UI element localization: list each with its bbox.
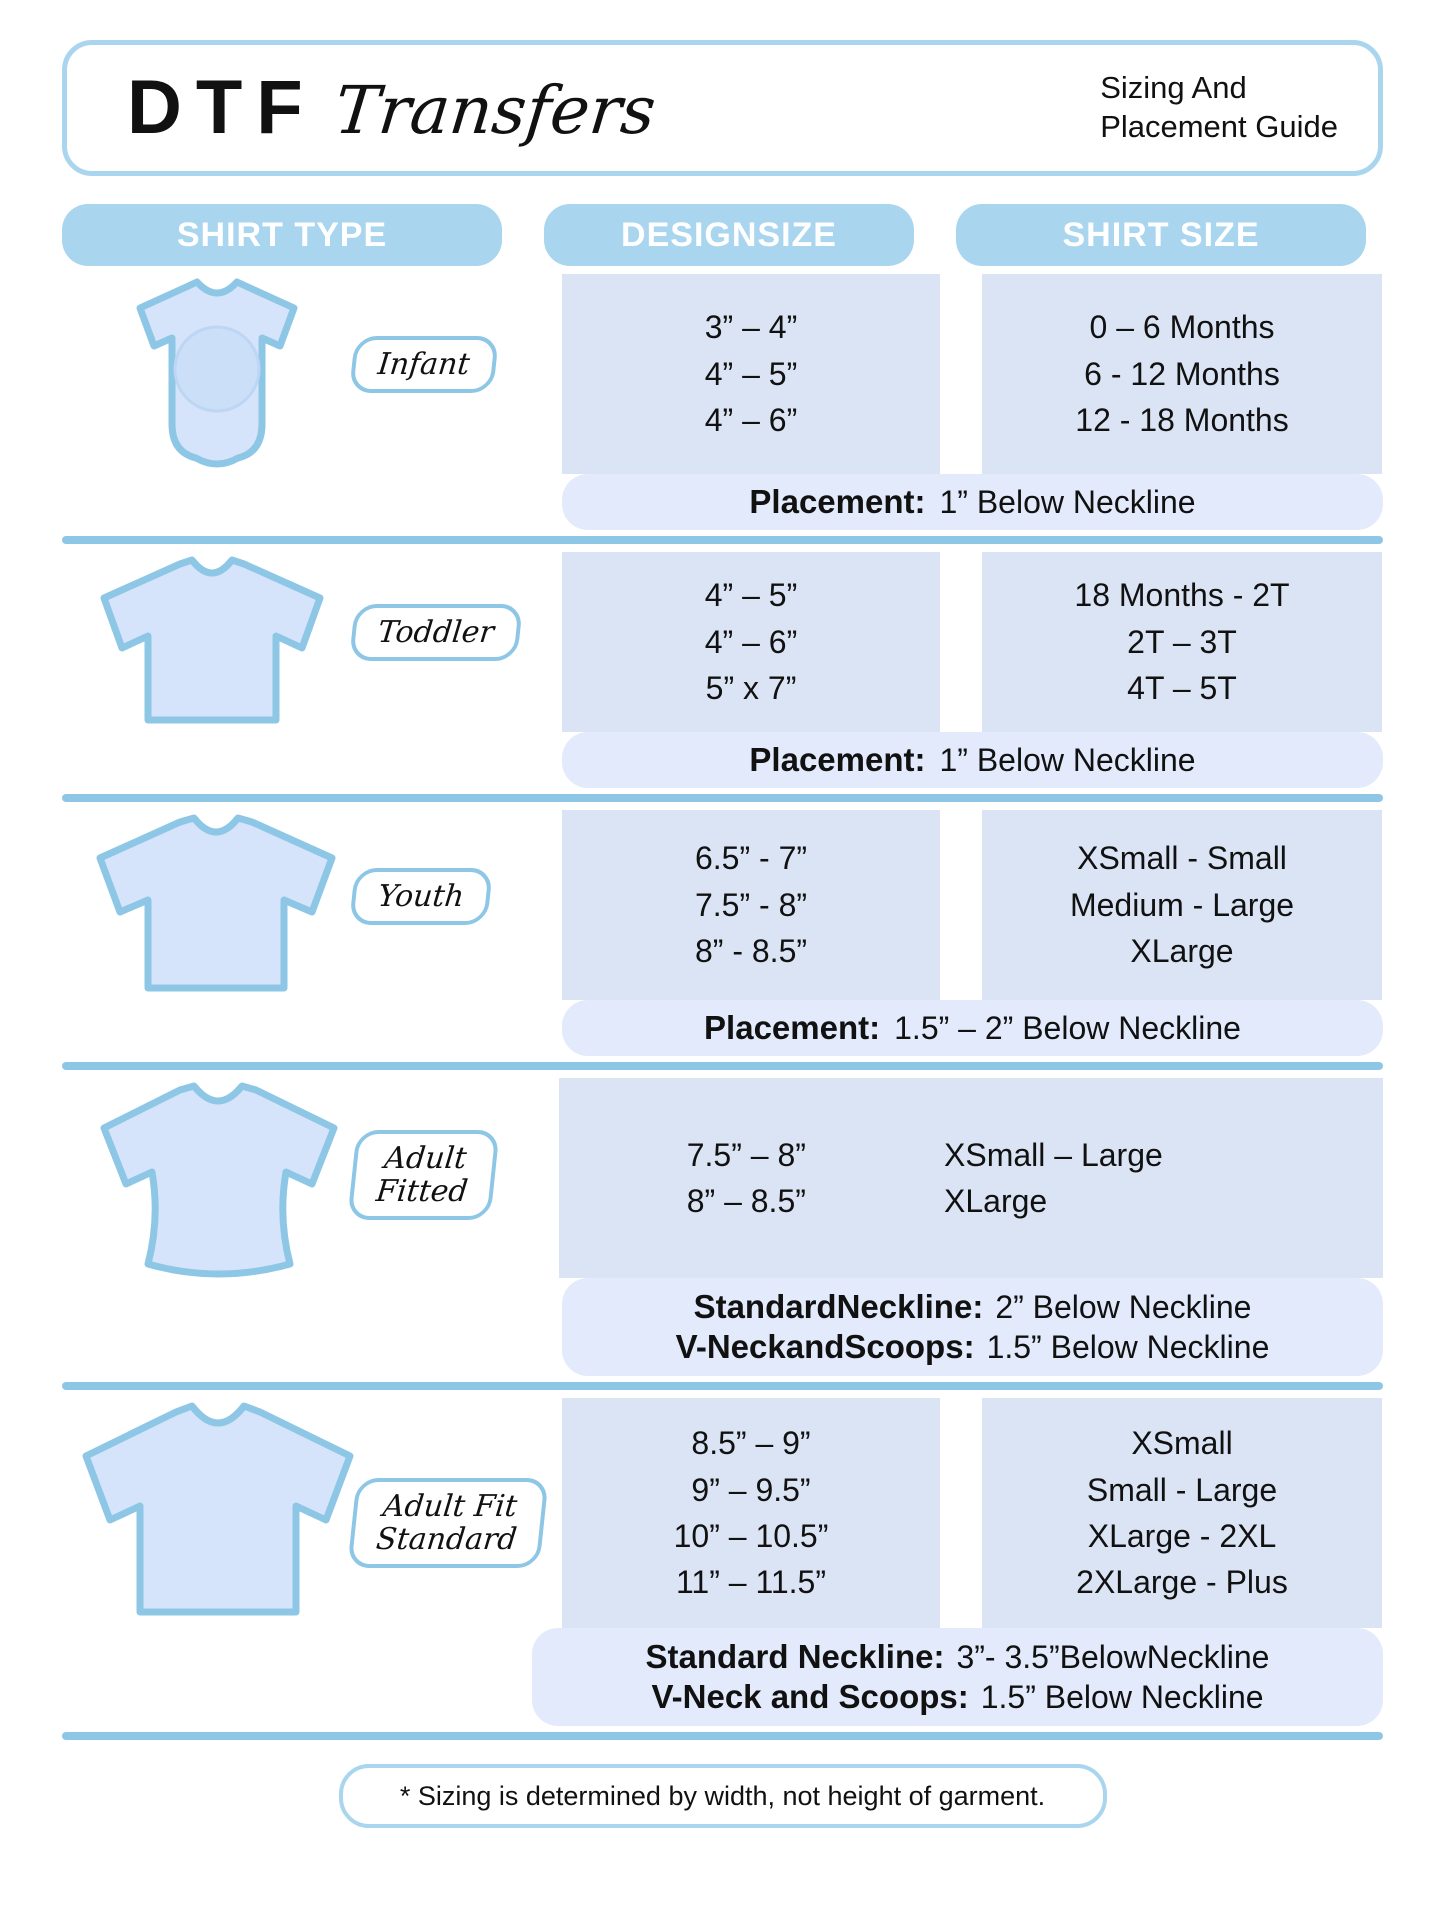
placement-band xyxy=(532,1628,1383,1726)
shirt-size-cell xyxy=(982,274,1382,474)
shirt-size-value: XLarge - 2XL xyxy=(1087,1518,1277,1554)
row-divider xyxy=(62,1382,1383,1390)
footnote: * Sizing is determined by width, not height of garment. xyxy=(339,1764,1107,1828)
tshirt-icon xyxy=(66,1398,366,1628)
shirt-type-label-toddler: Toddler xyxy=(349,604,523,661)
design-size-value: 6.5” - 7” xyxy=(694,840,808,877)
shirt-size-cell xyxy=(982,552,1382,732)
placement-value: 2” Below Neckline xyxy=(995,1289,1252,1325)
brand-dtf-text: DTF xyxy=(127,65,317,150)
design-size-value: 5” x 7” xyxy=(705,670,797,707)
placement-label: V-Neck and Scoops: xyxy=(651,1678,969,1715)
shirt-type-label-infant: Infant xyxy=(349,336,499,393)
fitted-tshirt-icon xyxy=(82,1078,352,1278)
shirt-size-value: 4T – 5T xyxy=(1127,670,1237,707)
design-size-value: 10” – 10.5” xyxy=(673,1518,829,1554)
row-divider xyxy=(62,536,1383,544)
column-header-shirt-type: SHIRT TYPE xyxy=(62,204,502,266)
design-size-cell xyxy=(562,810,940,1000)
shirt-size-value: Small - Large xyxy=(1086,1471,1278,1508)
header-subtitle-line1: Sizing And xyxy=(1100,70,1247,106)
placement-label: Standard Neckline: xyxy=(645,1638,945,1675)
shirt-size-value: 2T – 3T xyxy=(1127,623,1237,660)
design-size-value: 8” - 8.5” xyxy=(694,933,808,970)
column-header-shirt-size: SHIRT SIZE xyxy=(956,204,1366,266)
design-size-value: 4” – 5” xyxy=(704,577,798,614)
shirt-type-cell xyxy=(62,274,562,474)
shirt-type-label-adult-standard: Adult Fit Standard xyxy=(347,1478,549,1568)
design-size-cell xyxy=(562,1398,940,1628)
shirt-size-value: 2XLarge - Plus xyxy=(1076,1564,1288,1601)
header-subtitle xyxy=(1100,69,1338,147)
design-size-value: 7.5” - 8” xyxy=(694,886,808,923)
brand-title xyxy=(127,65,660,150)
table-row xyxy=(62,802,1383,1070)
tshirt-icon xyxy=(92,552,332,732)
placement-value: 3”- 3.5”BelowNeckline xyxy=(956,1639,1270,1675)
placement-line xyxy=(694,1288,1252,1326)
table-row xyxy=(62,544,1383,802)
placement-value: 1” Below Neckline xyxy=(939,741,1196,778)
row-divider xyxy=(62,794,1383,802)
design-size-cell xyxy=(562,552,940,732)
placement-label: StandardNeckline: xyxy=(693,1288,984,1325)
placement-value: 1” Below Neckline xyxy=(939,483,1196,520)
tshirt-icon xyxy=(86,810,346,1000)
shirt-size-value: XSmall – Large xyxy=(944,1136,1163,1173)
design-size-cell xyxy=(559,1078,934,1278)
shirt-size-value: 6 - 12 Months xyxy=(1084,355,1280,392)
header-banner xyxy=(62,40,1383,176)
brand-script-text: Transfers xyxy=(330,72,660,149)
placement-line xyxy=(646,1638,1270,1676)
placement-band xyxy=(562,732,1383,788)
shirt-size-cell xyxy=(982,810,1382,1000)
placement-line xyxy=(676,1328,1270,1366)
shirt-size-cell xyxy=(934,1078,1383,1278)
design-size-value: 8” – 8.5” xyxy=(686,1183,806,1219)
placement-value: 1.5” – 2” Below Neckline xyxy=(894,1009,1241,1046)
shirt-type-label-adult-fitted: Adult Fitted xyxy=(347,1130,500,1220)
shirt-size-cell xyxy=(982,1398,1382,1628)
shirt-size-value: XSmall xyxy=(1131,1425,1233,1462)
design-size-value: 8.5” – 9” xyxy=(691,1425,811,1462)
placement-label: Placement: xyxy=(704,1009,881,1046)
shirt-type-cell xyxy=(62,810,562,1000)
guide-rows xyxy=(62,266,1383,1740)
shirt-type-cell xyxy=(62,552,562,732)
placement-value: 1.5” Below Neckline xyxy=(980,1679,1264,1715)
table-row xyxy=(62,1070,1383,1390)
design-size-value: 4” – 5” xyxy=(704,355,798,392)
header-subtitle-line2: Placement Guide xyxy=(1100,109,1338,144)
placement-label: V-NeckandScoops: xyxy=(675,1328,975,1365)
dtf-sizing-guide-page xyxy=(0,40,1445,1911)
table-row xyxy=(62,266,1383,544)
shirt-size-value: XLarge xyxy=(1130,933,1234,970)
design-size-value: 7.5” – 8” xyxy=(686,1136,806,1173)
design-size-value: 3” – 4” xyxy=(704,309,798,346)
placement-band xyxy=(562,1000,1383,1056)
placement-value: 1.5” Below Neckline xyxy=(986,1329,1270,1365)
design-size-value: 4” – 6” xyxy=(704,402,798,439)
shirt-size-value: 0 – 6 Months xyxy=(1089,309,1275,346)
shirt-type-label-youth: Youth xyxy=(349,868,493,925)
placement-band xyxy=(562,1278,1383,1376)
placement-label: Placement: xyxy=(749,483,926,520)
shirt-type-cell xyxy=(62,1078,559,1278)
shirt-type-cell xyxy=(62,1398,562,1628)
shirt-size-value: Medium - Large xyxy=(1069,886,1295,923)
design-size-value: 4” – 6” xyxy=(704,623,798,660)
column-header-design-size: DESIGNSIZE xyxy=(544,204,914,266)
placement-line xyxy=(651,1678,1263,1716)
shirt-size-value: XSmall - Small xyxy=(1077,840,1287,877)
shirt-size-value: XLarge xyxy=(944,1183,1048,1219)
placement-band xyxy=(562,474,1383,530)
design-size-value: 11” – 11.5” xyxy=(675,1564,826,1601)
column-headers xyxy=(62,204,1383,266)
row-divider xyxy=(62,1062,1383,1070)
shirt-size-value: 12 - 18 Months xyxy=(1075,402,1289,439)
onesie-icon xyxy=(122,274,312,474)
shirt-size-value: 18 Months - 2T xyxy=(1074,577,1290,614)
table-row xyxy=(62,1390,1383,1740)
design-size-value: 9” – 9.5” xyxy=(691,1471,811,1508)
row-divider xyxy=(62,1732,1383,1740)
design-size-cell xyxy=(562,274,940,474)
placement-label: Placement: xyxy=(749,741,926,778)
